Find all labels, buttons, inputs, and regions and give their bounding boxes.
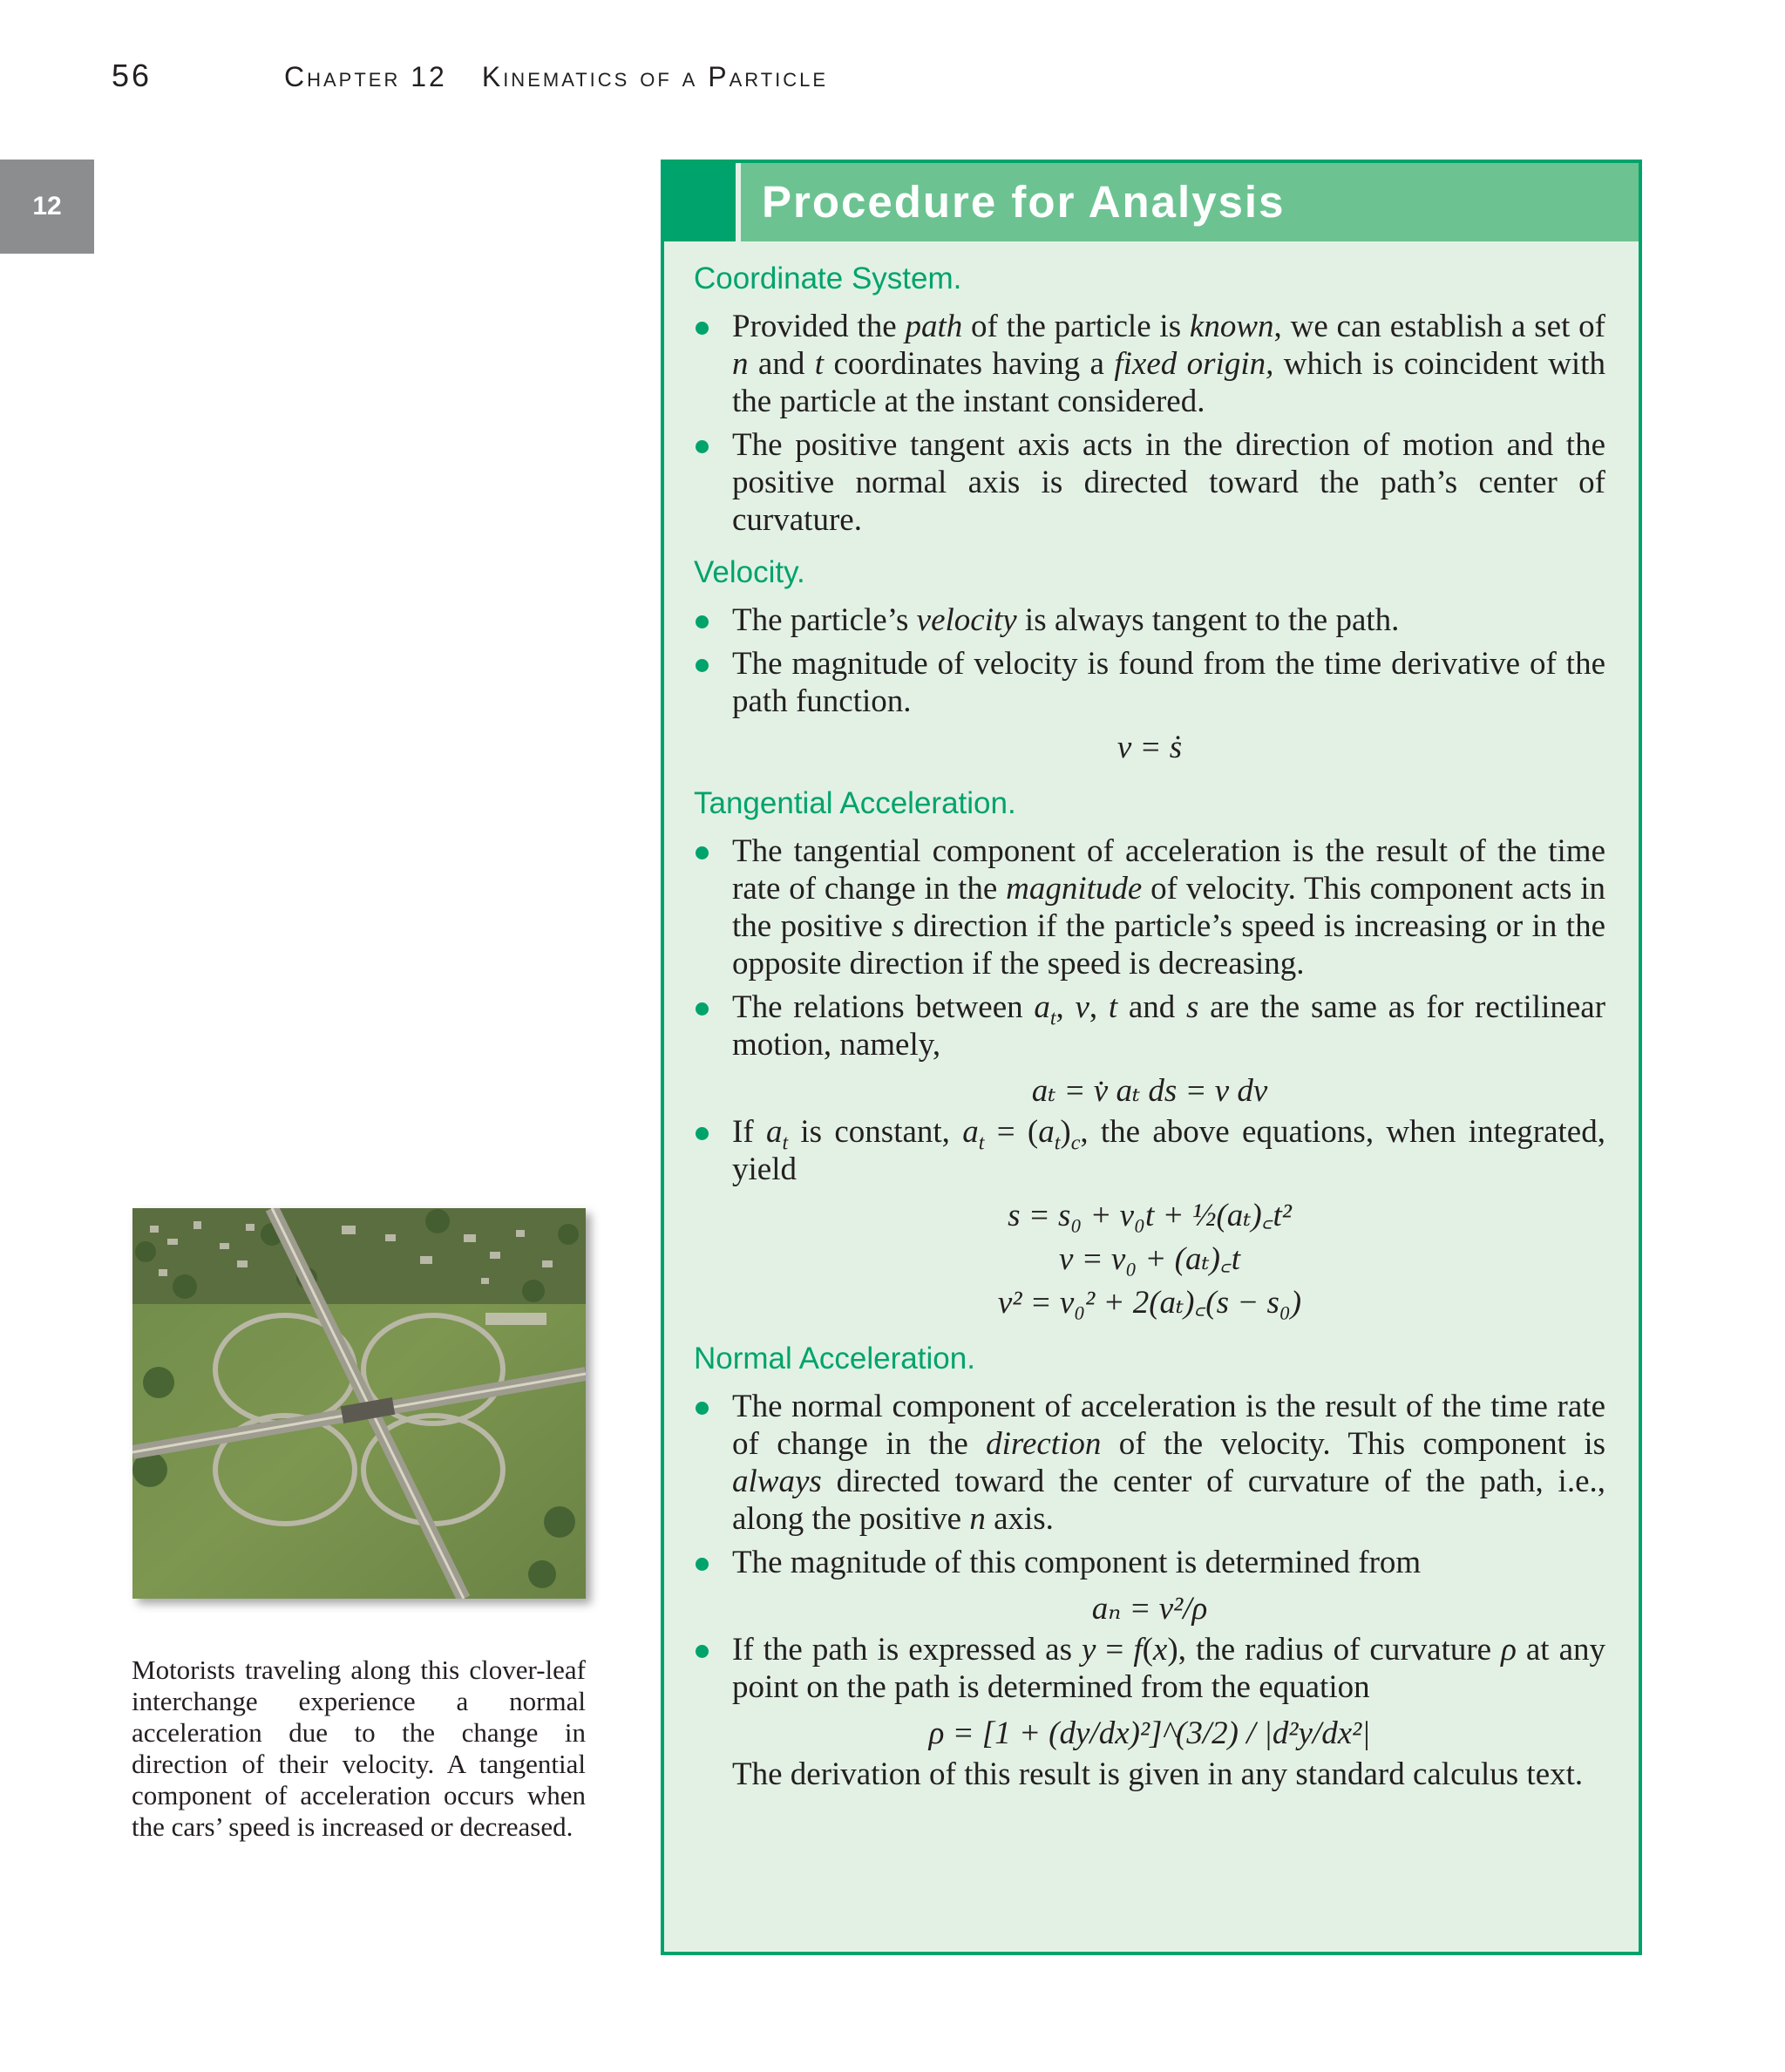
bullet-icon bbox=[696, 659, 709, 672]
bullet-icon bbox=[696, 1002, 709, 1016]
bullet-icon bbox=[696, 846, 709, 859]
bullet-icon bbox=[696, 440, 709, 453]
equation-velocity-constant: v = v₀ + (aₜ)꜀t bbox=[1059, 1241, 1240, 1277]
equation-position: s = s₀ + v₀t + ½(aₜ)꜀t² bbox=[1008, 1198, 1292, 1233]
section-normal-acceleration bbox=[694, 1339, 1605, 1793]
chapter-label: Chapter 12 bbox=[284, 61, 447, 92]
aerial-cloverleaf-interchange-photo bbox=[132, 1208, 586, 1599]
page-number: 56 bbox=[112, 58, 153, 93]
box-content bbox=[694, 259, 1605, 1807]
section-heading: Tangential Acceleration. bbox=[694, 786, 1016, 820]
section-heading: Normal Acceleration. bbox=[694, 1342, 975, 1376]
section-velocity bbox=[694, 553, 1605, 770]
closing-note: The derivation of this result is given in any standard calculus text. bbox=[732, 1756, 1584, 1792]
bullet-icon bbox=[696, 1127, 709, 1140]
bullet-item: The relations between $a_t$, v, t and s are the same as for rectilinear motion, namely, bbox=[694, 988, 1605, 1063]
box-header bbox=[664, 163, 1639, 241]
equation-velocity-squared: v² = v₀² + 2(aₜ)꜀(s − s₀) bbox=[997, 1285, 1302, 1321]
bullet-item: Provided the path of the particle is known, we can establish a set of n and t coordinates having a fixed origin, which is coincident with the particle at the instant considered. bbox=[694, 308, 1605, 420]
bullet-icon bbox=[696, 1558, 709, 1571]
bullet-item: If the path is expressed as y = f(x), the radius of curvature ρ at any point on the path is determined from the equation bbox=[694, 1631, 1605, 1706]
header-divider bbox=[736, 163, 741, 241]
box-title: Procedure for Analysis bbox=[762, 177, 1286, 227]
bullet-item: The magnitude of this component is determined from bbox=[694, 1544, 1605, 1581]
running-head bbox=[284, 61, 828, 93]
bullet-item: If $a_t$ is constant, $a_t = (a_t)_c$, the above equations, when integrated, yield bbox=[694, 1113, 1605, 1188]
cloverleaf-photo-graphic bbox=[132, 1208, 586, 1599]
equation-normal-acceleration: aₙ = v²/ρ bbox=[1091, 1591, 1208, 1627]
chapter-title: Kinematics of a Particle bbox=[481, 61, 829, 92]
bullet-item: The normal component of acceleration is the result of the time rate of change in the direction of the velocity. This component is always directed toward the center of curvature of the path, i.e., along the positive n axis. bbox=[694, 1388, 1605, 1538]
bullet-icon bbox=[696, 615, 709, 628]
bullet-item: The magnitude of velocity is found from the time derivative of the path function. bbox=[694, 645, 1605, 720]
bullet-item: The tangential component of acceleration is the result of the time rate of change in the magnitude of velocity. This component acts in the positive s direction if the particle’s speed is increasing or in the opposite direction if the speed is decreasing. bbox=[694, 832, 1605, 982]
section-heading: Velocity. bbox=[694, 555, 805, 589]
bullet-item: The particle’s velocity is always tangent to the path. bbox=[694, 601, 1605, 639]
equation-tangential-relations: aₜ = v̇ aₜ ds = v dv bbox=[1031, 1073, 1268, 1109]
bullet-icon bbox=[696, 1402, 709, 1415]
equation-velocity: v = ṡ bbox=[1116, 730, 1183, 765]
chapter-tab: 12 bbox=[0, 160, 94, 254]
bullet-item: The positive tangent axis acts in the direction of motion and the positive normal axis is directed toward the path’s center of curvature. bbox=[694, 426, 1605, 539]
bullet-icon bbox=[696, 322, 709, 335]
procedure-box bbox=[661, 160, 1642, 1955]
section-tangential-acceleration bbox=[694, 784, 1605, 1325]
header-accent-block bbox=[664, 163, 736, 241]
equation-radius-of-curvature: ρ = [1 + (dy/dx)²]^(3/2) / |d²y/dx²| bbox=[928, 1715, 1371, 1751]
section-coordinate-system bbox=[694, 259, 1605, 539]
bullet-icon bbox=[696, 1645, 709, 1658]
section-heading: Coordinate System. bbox=[694, 262, 962, 296]
photo-caption: Motorists traveling along this clover-leaf interchange experience a normal acceleration due to the change in direction of their velocity. A tangential component of acceleration occurs when the cars’ speed is increased or decreased. bbox=[132, 1654, 586, 1842]
